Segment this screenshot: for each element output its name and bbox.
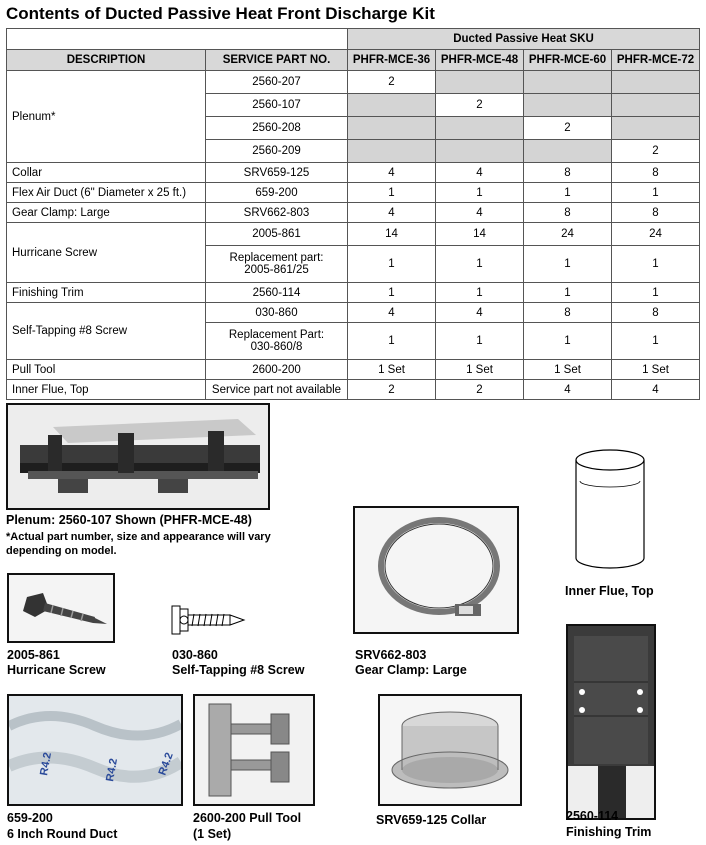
row-part: 2005-861 <box>206 223 348 246</box>
qty-cell: 4 <box>612 380 700 400</box>
sku-group-header: Ducted Passive Heat SKU <box>348 29 700 50</box>
replacement-label: Replacement Part: <box>228 329 325 341</box>
qty-cell: 1 Set <box>524 360 612 380</box>
qty-cell: 8 <box>612 303 700 323</box>
table-row <box>7 223 700 246</box>
row-part: 2560-114 <box>206 283 348 303</box>
table-row <box>7 71 700 94</box>
col-service-part: SERVICE PART NO. <box>206 50 348 71</box>
qty-cell: 1 <box>348 283 436 303</box>
qty-cell: 1 <box>524 323 612 360</box>
kit-contents-table <box>6 28 700 400</box>
replacement-part: 2005-861/25 <box>244 264 309 276</box>
qty-cell: 8 <box>612 163 700 183</box>
hurricane-screw-caption-2: Hurricane Screw <box>7 663 106 677</box>
round-duct-caption-2: 6 Inch Round Duct <box>7 827 118 841</box>
row-part: 030-860 <box>206 303 348 323</box>
col-sku: PHFR-MCE-72 <box>612 50 700 71</box>
qty-cell: 2 <box>524 117 612 140</box>
qty-cell: 24 <box>612 223 700 246</box>
qty-cell: 1 <box>348 246 436 283</box>
qty-cell: 1 <box>612 183 700 203</box>
self-tapping-screw-drawing <box>170 600 252 640</box>
row-description: Collar <box>7 163 206 183</box>
row-description: Flex Air Duct (6" Diameter x 25 ft.) <box>7 183 206 203</box>
qty-cell: 8 <box>524 303 612 323</box>
duct-label-text: R4.2 <box>38 751 54 777</box>
round-duct-photo <box>7 694 183 806</box>
row-part: 2560-207 <box>206 71 348 94</box>
qty-cell: 8 <box>612 203 700 223</box>
qty-cell-empty <box>436 140 524 163</box>
inner-flue-drawing <box>565 446 655 576</box>
replacement-label: Replacement part: <box>229 252 324 264</box>
qty-cell: 1 <box>436 183 524 203</box>
row-description: Hurricane Screw <box>7 223 206 283</box>
qty-cell: 14 <box>348 223 436 246</box>
row-part: SRV662-803 <box>206 203 348 223</box>
row-description: Finishing Trim <box>7 283 206 303</box>
table-row <box>7 303 700 323</box>
table-row <box>7 163 700 183</box>
qty-cell-empty <box>436 71 524 94</box>
qty-cell: 1 Set <box>436 360 524 380</box>
inner-flue-caption: Inner Flue, Top <box>565 584 654 598</box>
qty-cell: 1 <box>348 323 436 360</box>
qty-cell: 4 <box>348 203 436 223</box>
gear-clamp-caption-1: SRV662-803 <box>355 648 427 662</box>
plenum-caption: Plenum: 2560-107 Shown (PHFR-MCE-48) <box>6 513 252 527</box>
page-title: Contents of Ducted Passive Heat Front Discharge Kit <box>6 4 435 23</box>
qty-cell-empty <box>436 117 524 140</box>
plenum-photo <box>6 403 270 510</box>
row-description: Gear Clamp: Large <box>7 203 206 223</box>
replacement-part: 030-860/8 <box>250 341 303 353</box>
qty-cell: 24 <box>524 223 612 246</box>
qty-cell: 1 <box>436 246 524 283</box>
qty-cell: 2 <box>436 94 524 117</box>
qty-cell: 2 <box>436 380 524 400</box>
row-part <box>206 323 348 360</box>
row-description: Inner Flue, Top <box>7 380 206 400</box>
col-sku: PHFR-MCE-60 <box>524 50 612 71</box>
table-row <box>7 203 700 223</box>
finishing-trim-caption-2: Finishing Trim <box>566 825 652 839</box>
table-row <box>7 283 700 303</box>
qty-cell: 1 Set <box>348 360 436 380</box>
qty-cell-empty <box>612 94 700 117</box>
qty-cell-empty <box>348 117 436 140</box>
plenum-note-1: *Actual part number, size and appearance will vary <box>6 531 271 543</box>
collar-caption: SRV659-125 Collar <box>376 813 487 827</box>
qty-cell: 4 <box>348 303 436 323</box>
qty-cell: 4 <box>436 163 524 183</box>
row-description: Pull Tool <box>7 360 206 380</box>
qty-cell: 1 <box>348 183 436 203</box>
qty-cell-empty <box>348 94 436 117</box>
qty-cell: 1 <box>436 283 524 303</box>
row-part: Service part not available <box>206 380 348 400</box>
row-part: 659-200 <box>206 183 348 203</box>
row-description: Self-Tapping #8 Screw <box>7 303 206 360</box>
row-part: SRV659-125 <box>206 163 348 183</box>
self-tapping-caption-1: 030-860 <box>172 648 218 662</box>
gear-clamp-photo <box>353 506 519 634</box>
qty-cell-empty <box>348 140 436 163</box>
header-blank <box>7 29 348 50</box>
row-part <box>206 246 348 283</box>
row-part: 2600-200 <box>206 360 348 380</box>
qty-cell-empty <box>612 117 700 140</box>
qty-cell: 1 <box>524 246 612 283</box>
plenum-note-2: depending on model. <box>6 545 117 557</box>
table-row <box>7 380 700 400</box>
qty-cell: 1 Set <box>612 360 700 380</box>
qty-cell: 2 <box>348 71 436 94</box>
duct-label-text: R4.2 <box>156 751 176 778</box>
qty-cell: 4 <box>436 303 524 323</box>
qty-cell: 1 <box>612 283 700 303</box>
qty-cell-empty <box>612 71 700 94</box>
qty-cell: 4 <box>348 163 436 183</box>
qty-cell: 8 <box>524 203 612 223</box>
col-sku: PHFR-MCE-36 <box>348 50 436 71</box>
qty-cell-empty <box>524 94 612 117</box>
qty-cell-empty <box>524 71 612 94</box>
qty-cell: 1 <box>612 246 700 283</box>
row-part: 2560-107 <box>206 94 348 117</box>
qty-cell: 1 <box>436 323 524 360</box>
duct-label-text: R4.2 <box>104 757 120 783</box>
table-row <box>7 183 700 203</box>
pull-tool-caption-2: (1 Set) <box>193 827 232 841</box>
hurricane-screw-photo <box>7 573 115 643</box>
qty-cell: 14 <box>436 223 524 246</box>
qty-cell: 8 <box>524 163 612 183</box>
row-part: 2560-208 <box>206 117 348 140</box>
qty-cell: 2 <box>348 380 436 400</box>
col-sku: PHFR-MCE-48 <box>436 50 524 71</box>
qty-cell: 1 <box>612 323 700 360</box>
collar-photo <box>378 694 522 806</box>
qty-cell: 1 <box>524 283 612 303</box>
qty-cell: 1 <box>524 183 612 203</box>
row-part: 2560-209 <box>206 140 348 163</box>
col-description: DESCRIPTION <box>7 50 206 71</box>
qty-cell-empty <box>524 140 612 163</box>
table-row <box>7 360 700 380</box>
hurricane-screw-caption-1: 2005-861 <box>7 648 60 662</box>
qty-cell: 4 <box>524 380 612 400</box>
round-duct-caption-1: 659-200 <box>7 811 53 825</box>
qty-cell: 4 <box>436 203 524 223</box>
self-tapping-caption-2: Self-Tapping #8 Screw <box>172 663 305 677</box>
finishing-trim-caption-1: 2560-114 <box>566 809 619 823</box>
gear-clamp-caption-2: Gear Clamp: Large <box>355 663 467 677</box>
row-description: Plenum* <box>7 71 206 163</box>
pull-tool-caption-1: 2600-200 Pull Tool <box>193 811 302 825</box>
finishing-trim-photo <box>566 624 656 820</box>
qty-cell: 2 <box>612 140 700 163</box>
pull-tool-photo <box>193 694 315 806</box>
